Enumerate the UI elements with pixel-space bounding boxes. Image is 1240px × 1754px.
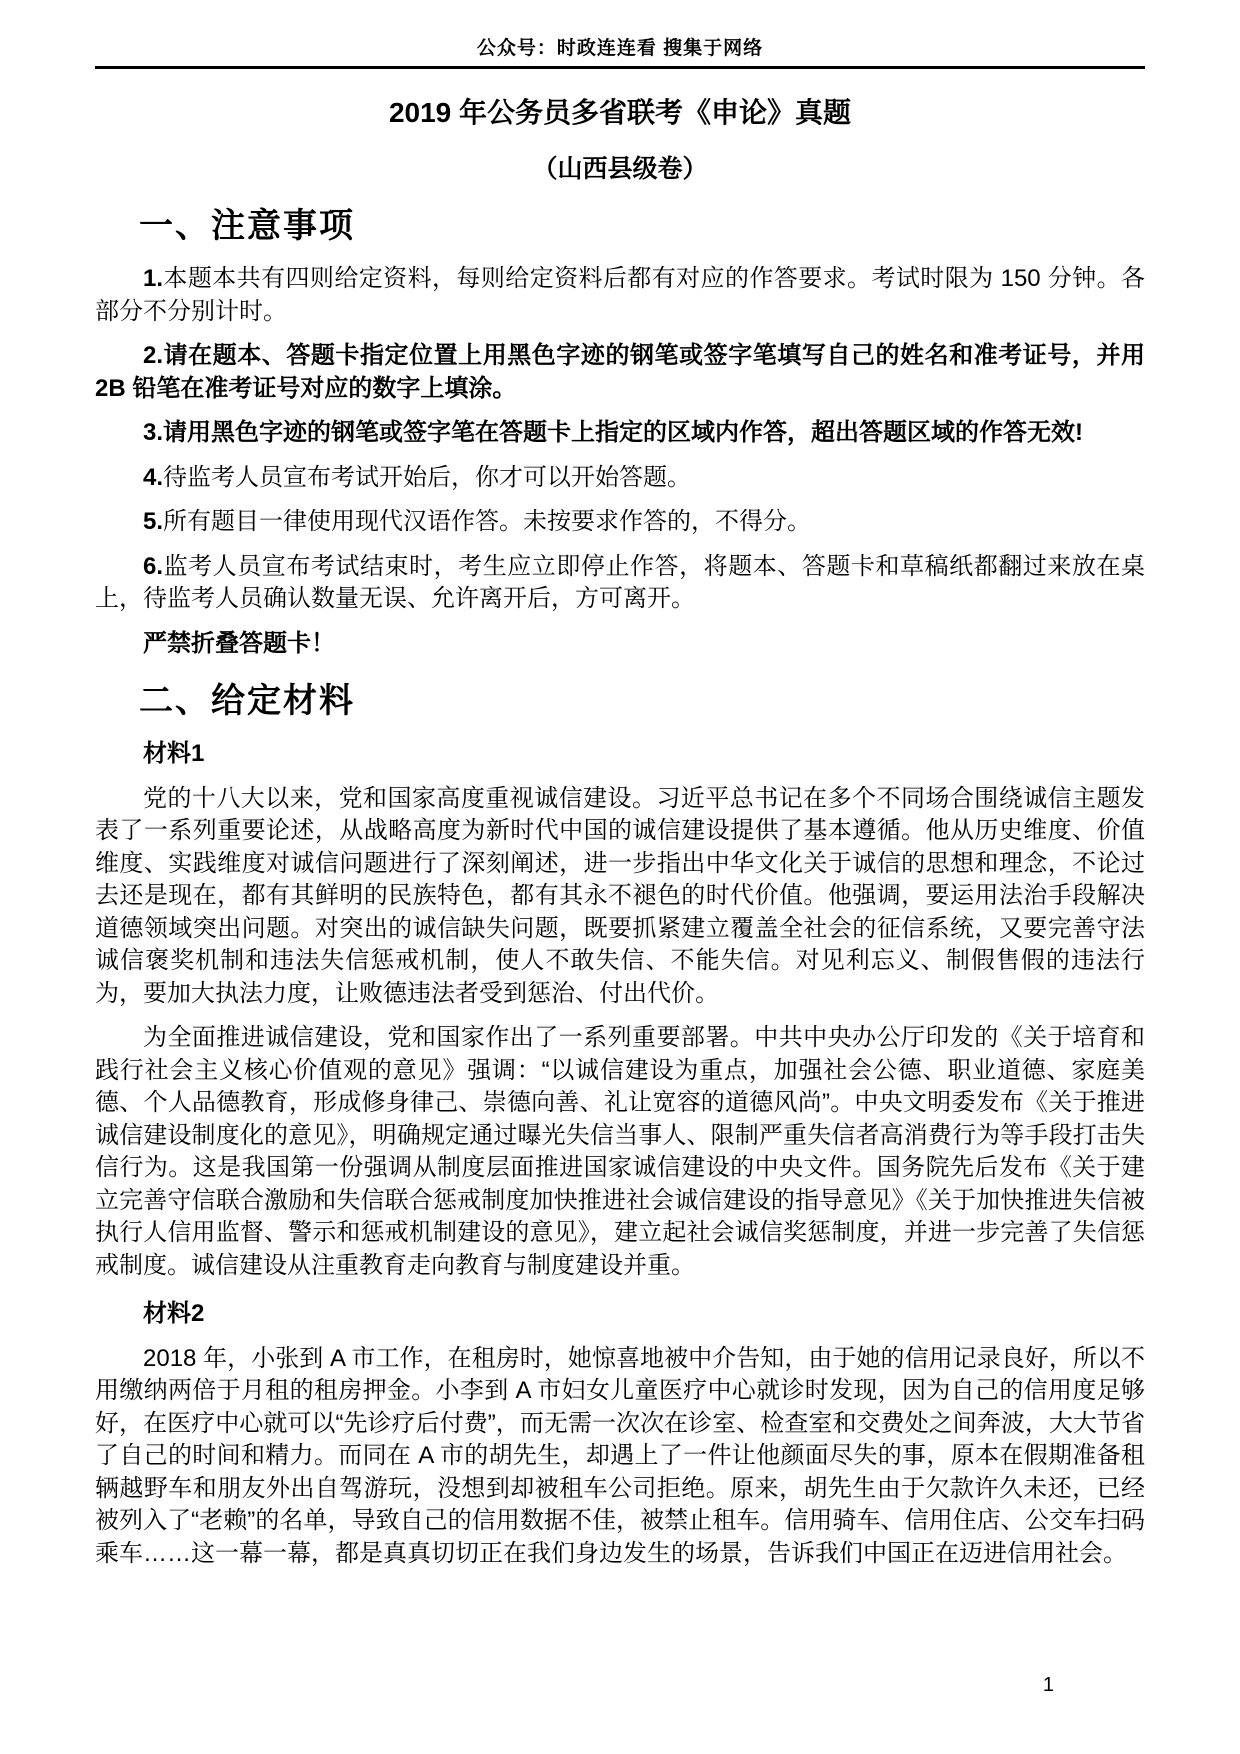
document-title: 2019 年公务员多省联考《申论》真题	[388, 97, 852, 128]
item-number: 6.	[143, 552, 164, 580]
fold-warning: 严禁折叠答题卡！	[143, 629, 335, 657]
item-number: 1.	[143, 265, 164, 292]
notice-item-6	[95, 551, 1145, 616]
material-1-label: 材料1	[143, 740, 205, 767]
material-2-paragraph-1: 2018 年，小张到 A 市工作，在租房时，她惊喜地被中介告知，由于她的信用记录良好，所以不用缴纳两倍于月租的租房押金。小李到 A 市妇女儿童医疗中心就诊时发现，因为自己的信用度足够好，在医疗中心就可以“先诊疗后付费”，而无需一次次在诊室、检查室和交费处之间奔波，大大节省了自己的时间和精力。而同在 A 市的胡先生，却遇上了一件让他颜面尽失的事，原本在假期准备租辆越野车和朋友外出自驾游玩，没想到却被租车公司拒绝。原来，胡先生由于欠款许久未还，已经被列入了“老赖”的名单，导致自己的信用数据不佳，被禁止租车。信用骑车、信用住店、公交车扫码乘车……这一幕一幕，都是真真切切正在我们身边发生的场景，告诉我们中国正在迈进信用社会。	[95, 1344, 1145, 1567]
item-text: 本题本共有四则给定资料，每则给定资料后都有对应的作答要求。考试时限为 150 分钟。各部分不分别计时。	[95, 265, 1145, 325]
notice-item-1	[95, 263, 1145, 328]
material-1-paragraph-1: 党的十八大以来，党和国家高度重视诚信建设。习近平总书记在多个不同场合围绕诚信主题发表了一系列重要论述，从战略高度为新时代中国的诚信建设提供了基本遵循。他从历史维度、价值维度、实践维度对诚信问题进行了深刻阐述，进一步指出中华文化关于诚信的思想和理念，不论过去还是现在，都有其鲜明的民族特色，都有其永不褪色的时代价值。他强调，要运用法治手段解决道德领域突出问题。对突出的诚信缺失问题，既要抓紧建立覆盖全社会的征信系统，又要完善守法诚信褒奖机制和违法失信惩戒机制，使人不敢失信、不能失信。对见利忘义、制假售假的违法行为，要加大执法力度，让败德违法者受到惩治、付出代价。	[95, 784, 1145, 1007]
page-header	[95, 36, 1145, 69]
material-1-paragraph-2: 为全面推进诚信建设，党和国家作出了一系列重要部署。中共中央办公厅印发的《关于培育和践行社会主义核心价值观的意见》强调：“以诚信建设为重点，加强社会公德、职业道德、家庭美德、个人品德教育，形成修身律己、崇德向善、礼让宽容的道德风尚”。中央文明委发布《关于推进诚信建设制度化的意见》，明确规定通过曝光失信当事人、限制严重失信者高消费行为等手段打击失信行为。这是我国第一份强调从制度层面推进国家诚信建设的中央文件。国务院先后发布《关于建立完善守信联合激励和失信联合惩戒制度加快推进社会诚信建设的指导意见》《关于加快推进失信被执行人信用监督、警示和惩戒机制建设的意见》，建立起社会诚信奖惩制度，并进一步完善了失信惩戒制度。诚信建设从注重教育走向教育与制度建设并重。	[95, 1024, 1145, 1279]
notice-item-2	[95, 340, 1145, 405]
material-2-label: 材料2	[143, 1300, 205, 1327]
document-subtitle: （山西县级卷）	[532, 155, 708, 183]
notice-item-3	[95, 417, 1145, 450]
item-text: 所有题目一律使用现代汉语作答。未按要求作答的，不得分。	[163, 508, 812, 535]
item-text: 监考人员宣布考试结束时，考生应立即停止作答，将题本、答题卡和草稿纸都翻过来放在桌上，待监考人员确认数量无误、允许离开后，方可离开。	[95, 552, 1145, 612]
section-heading-notice: 一、注意事项	[139, 207, 355, 245]
item-number: 3.	[143, 419, 164, 446]
section-heading-materials: 二、给定材料	[139, 682, 355, 720]
item-text: 请用黑色字迹的钢笔或签字笔在答题卡上指定的区域内作答，超出答题区域的作答无效!	[163, 419, 1084, 446]
item-text: 请在题本、答题卡指定位置上用黑色字迹的钢笔或签字笔填写自己的姓名和准考证号，并用 2B 铅笔在准考证号对应的数字上填涂。	[95, 342, 1145, 402]
item-number: 2.	[143, 342, 164, 369]
item-number: 5.	[143, 508, 164, 535]
item-text: 待监考人员宣布考试开始后，你才可以开始答题。	[163, 463, 692, 491]
item-number: 4.	[143, 463, 164, 491]
page-number: 1	[1042, 1674, 1054, 1696]
header-rule	[95, 66, 1145, 69]
notice-item-4	[95, 462, 1145, 495]
header-watermark: 公众号：时政连连看 搜集于网络	[476, 38, 764, 59]
notice-item-5	[95, 506, 1145, 539]
